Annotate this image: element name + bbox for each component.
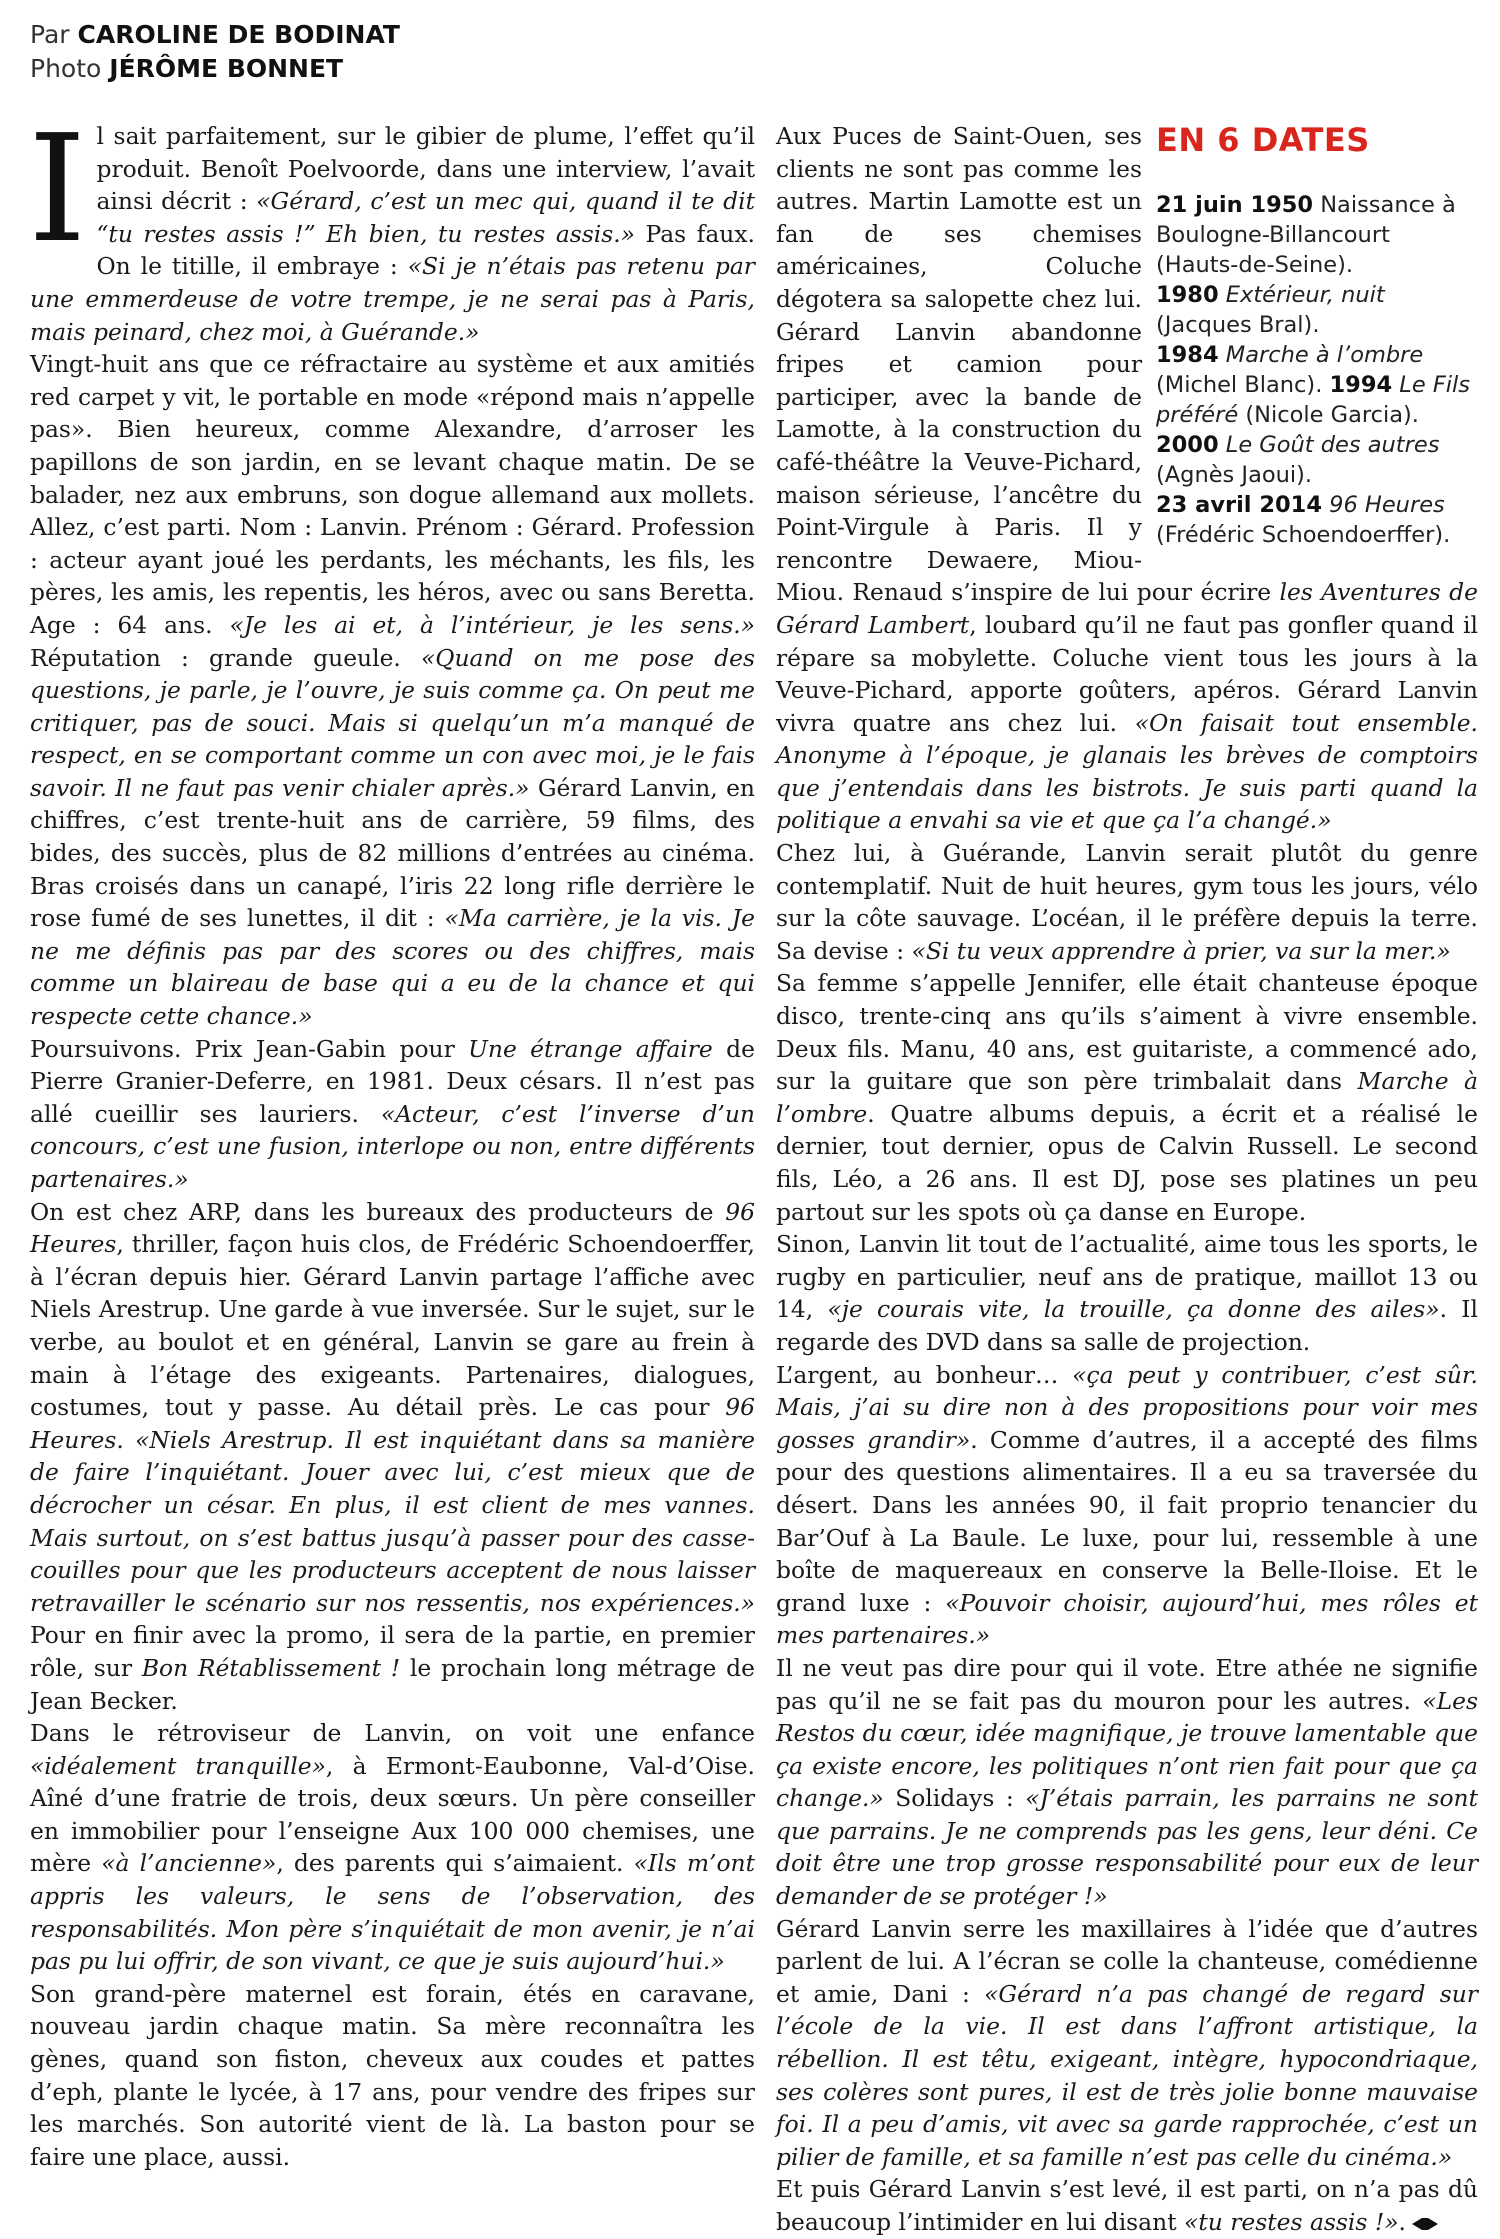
quote-text: les Aventures de Gérard Lambert [776,578,1478,639]
body-text: Pour en finir avec la promo, il sera de la partie, en premier rôle, sur [30,1621,755,1682]
quote-text: «Les Restos du cœur, idée magnifique, je trouve lamentable que ça existe encore, les politiques n’ont rien fait pour que ça change.» [776,1686,1478,1813]
date-entry [1156,280,1478,340]
body-text: . [1398,2208,1406,2236]
body-text: Aux Puces de Saint-Ouen, ses clients ne sont pas comme les autres. Martin Lamotte est un fan de ses chemises américaines, Coluche dégotera sa salopette chez lui. Gérard Lanvin abandonne fripes et camion pour participer, avec la bande de Lamotte, à la construction du café-théâtre la Veuve-Pichard, maison sérieuse, l’ancêtre du Point-Virgule à Paris. Il y rencontre Dewaere, Miou-Miou. Renaud s’inspire de lui pour écrire [776,122,1280,607]
date-label: 1984 [1156,342,1219,368]
body-text: . Il regarde des DVD dans sa salle de projection. [776,1295,1478,1356]
quote-text: «Acteur, c’est l’inverse d’un concours, c’est une fusion, interlope ou non, entre différents partenaires.» [30,1099,755,1193]
body-text: Solidays : [883,1784,1026,1813]
author-line [30,18,400,52]
body-text: Son grand-père maternel est forain, étés en caravane, nouveau jardin chaque matin. Sa mère reconnaîtra les gènes, quand son fiston, cheveux aux coudes et pattes d’eph, plante le lycée, à 17 ans, pour vendre des fripes sur les marchés. Son autorité vient de là. La baston pour se faire une place, aussi. [30,1979,755,2171]
body-text: le prochain long métrage de Jean Becker. [30,1653,755,1715]
by-label: Par [30,20,70,49]
body-text: (Michel Blanc). [1156,372,1330,398]
quote-text: 96 Heures [30,1393,755,1454]
author-name: CAROLINE DE BODINAT [77,20,400,49]
date-label: 21 juin 1950 [1156,192,1314,218]
quote-text: Bon Rétablissement ! [141,1653,401,1682]
paragraph [776,1913,1478,2174]
body-text [1219,282,1226,308]
body-text: (Frédéric Schoendoerffer). [1156,522,1451,548]
body-text: On est chez ARP, dans les bureaux des producteurs de [30,1197,726,1226]
quote-text: «J’étais parrain, les parrains ne sont que parrains. Je ne comprends pas les gens, leur déni. Ce doit être une trop grosse responsabilité pour eux de leur demander de se protéger !» [776,1784,1478,1911]
byline [30,18,400,86]
body-text: Poursuivons. Prix Jean-Gabin pour [30,1034,469,1063]
body-text: Gérard Lanvin serre les maxillaires à l’idée que d’autres parlent de lui. A l’écran se colle la chanteuse, comédienne et amie, Dani : [776,1914,1478,2008]
body-text: Gérard Lanvin, en chiffres, c’est trente-huit ans de carrière, 59 films, des bides, des succès, plus de 82 millions d’entrées au cinéma. Bras croisés dans un canapé, l’iris 22 long rifle derrière le rose fumé de ses lunettes, il dit : [30,773,755,933]
paragraph [776,1359,1478,1652]
quote-text: «je courais vite, la trouille, ça donne des ailes» [827,1295,1440,1324]
body-text: l sait parfaitement, sur le gibier de plume, l’effet qu’il produit. Benoît Poelvoorde, dans une interview, l’avait ainsi décrit : [96,122,755,216]
quote-text: «Niels Arestrup. Il est inquiétant dans sa manière de faire l’inquiétant. Jouer avec lui, c’est mieux que de décrocher un césar. En plus, il est client de mes vannes. Mais surtout, on s’est battus jusqu’à passer pour des casse-couilles pour que les producteurs acceptent de nous laisser retravailler le scénario sur nos ressentis, nos expériences.» [30,1425,755,1617]
body-text: , des parents qui s’aimaient. [276,1849,634,1878]
quote-text: «Si tu veux apprendre à prier, va sur la mer.» [911,936,1451,965]
body-text: Chez lui, à Guérande, Lanvin serait plutôt du genre contemplatif. Nuit de huit heures, gym tous les jours, vélo sur la côte sauvage. L’océan, il le préfère depuis la terre. Sa devise : [776,839,1478,965]
body-text: (Jacques Bral). [1156,312,1320,338]
paragraph [776,1652,1478,1913]
photographer-name: JÉRÔME BONNET [109,54,344,83]
date-label: 23 avril 2014 [1156,492,1322,518]
quote-text: «tu restes assis !» [1184,2208,1399,2236]
quote-text: Marche à l’ombre [1225,342,1424,368]
quote-text: «Ma carrière, je la vis. Je ne me définis pas par des scores ou des chiffres, mais comme un blaireau de base qui a eu de la chance et qui respecte cette chance.» [30,904,756,1031]
body-text: L’argent, au bonheur… [776,1360,1073,1389]
dates-sidebar [1156,120,1478,550]
body-text: . Comme d’autres, il a accepté des films pour des questions alimentaires. Il a eu sa traversée du désert. Dans les années 90, il fait proprio tenancier du Bar’Ouf à La Baule. Le luxe, pour lui, ressemble à une boîte de maquereaux en conserve la Belle-Iloise. Et le grand luxe : [776,1425,1478,1617]
quote-text: «Je les ai et, à l’intérieur, je les sens.» [229,610,755,639]
sidebar-dates [1156,190,1478,550]
body-text: Et puis Gérard Lanvin s’est levé, il est parti, on n’a pas dû beaucoup l’intimider en lui disant [776,2175,1478,2236]
body-text: Réputation : grande gueule. [30,643,421,672]
quote-text: Le Goût des autres [1225,432,1440,458]
body-text: Pas faux. On le titille, il embraye : [96,219,755,281]
body-text [1219,432,1226,458]
quote-text: «On faisait tout ensemble. Anonyme à l’époque, je glanais les brèves de comptoirs que j’entendais dans les bistrots. Je suis parti quand la politique a envahi sa vie et que ça l’a changé.» [776,708,1478,835]
article-column-left [28,103,756,2173]
paragraph [30,348,755,1032]
paragraph [28,103,755,348]
quote-text: «Si je n’étais pas retenu par une emmerdeuse de votre trempe, je ne serai pas à Paris, mais peinard, chez moi, à Guérande.» [30,252,755,346]
quote-text: 96 Heures [30,1197,755,1259]
paragraph [30,1978,755,2174]
quote-text: 96 Heures [1329,492,1445,518]
paragraph [776,967,1478,1228]
body-text: Naissance à Boulogne-Billancourt (Hauts-de-Seine). [1156,192,1456,278]
quote-text: Une étrange affaire [468,1034,713,1063]
date-entry [1156,490,1478,550]
body-text: Sa femme s’appelle Jennifer, elle était chanteuse époque disco, trente-cinq ans qu’ils s’aiment à vivre ensemble. Deux fils. Manu, 40 ans, est guitariste, a commencé ado, sur la guitare que son père trimbalait dans [776,969,1478,1096]
body-text [1219,342,1226,368]
quote-text: «Ils m’ont appris les valeurs, le sens de l’observation, des responsabilités. Mon père s’inquiétait de mon avenir, je n’ai pas pu lui offrir, de son vivant, ce que je suis aujourd’hui.» [30,1849,756,1976]
date-label: 1994 [1329,372,1393,398]
paragraph [30,1196,755,1718]
quote-text: «à l’ancienne» [101,1849,277,1878]
body-text: . Quatre albums depuis, a écrit et a réalisé le dernier, tout dernier, opus de Calvin Russell. Le second fils, Léo, a 26 ans. Il est DJ, pose ses platines un peu partout sur les spots où ça danse en Europe. [776,1099,1478,1226]
body-text: . [116,1425,136,1454]
left-paragraphs [28,103,756,2173]
date-label: 1980 [1156,282,1219,308]
body-text: Dans le rétroviseur de Lanvin, on voit une enfance [30,1719,755,1748]
quote-text: «Quand on me pose des questions, je parle, je l’ouvre, je suis comme ça. On peut me critiquer, pas de souci. Mais si quelqu’un m’a manqué de respect, en se comportant comme un con avec moi, je le fais savoir. Il ne faut pas venir chialer après.» [30,643,755,802]
date-entry [1156,190,1478,280]
photo-label: Photo [30,54,102,83]
body-text: , loubard qu’il ne faut pas gonfler quand il répare sa mobylette. Coluche vient tous les jours à la Veuve-Pichard, apporte goûters, apéros. Gérard Lanvin vivra quatre ans chez lui. [776,610,1478,737]
body-text: de Pierre Granier-Deferre, en 1981. Deux césars. Il n’est pas allé cueillir ses lauriers. [30,1034,755,1128]
quote-text: Marche à l’ombre [776,1067,1478,1128]
quote-text: «idéalement tranquille» [30,1751,326,1780]
quote-text: «Gérard, c’est un mec qui, quand il te dit “tu restes assis !” Eh bien, tu restes assis.» [96,187,755,248]
quote-text: «Gérard n’a pas changé de regard sur l’école de la vie. Il est dans l’affront artistique, la rébellion. Il est têtu, exigeant, intègre, hypocondriaque, ses colères sont pures, il est de très jolie bonne mauvaise foi. Il a peu d’amis, vit avec sa garde rapprochée, c’est un pilier de famille, et sa famille n’est pas celle du cinéma.» [776,1979,1478,2171]
body-text: Vingt-huit ans que ce réfractaire au système et aux amitiés red carpet y vit, le portable en mode «répond mais n’appelle pas». Bien heureux, comme Alexandre, d’arroser les papillons de son jardin, en se levant chaque matin. De se balader, nez aux embruns, son dogue allemand aux mollets. Allez, c’est parti. Nom : Lanvin. Prénom : Gérard. Profession : acteur ayant joué les perdants, les méchants, les fils, les pères, les amis, les repentis, les héros, avec ou sans Beretta. Age : 64 ans. [30,350,755,639]
quote-text: Le Fils préféré [1156,372,1470,428]
drop-cap: I [28,103,87,275]
date-entry [1156,430,1478,490]
diamond-end-icon [1412,2218,1438,2230]
body-text: Il ne veut pas dire pour qui il vote. Etre athée ne signifie pas qu’il ne se fait pas du mouron pour les autres. [776,1653,1478,1715]
body-text: (Nicole Garcia). [1238,402,1419,428]
article-column-right [776,120,1478,2239]
quote-text: Extérieur, nuit [1225,282,1385,308]
photo-line [30,52,400,86]
date-label: 2000 [1156,432,1219,458]
quote-text: «Pouvoir choisir, aujourd’hui, mes rôles et mes partenaires.» [776,1588,1478,1650]
quote-text: «ça peut y contribuer, c’est sûr. Mais, j’ai su dire non à des propositions pour voir mes gosses grandir» [776,1360,1478,1454]
body-text: , thriller, façon huis clos, de Frédéric Schoendoerffer, à l’écran depuis hier. Gérard Lanvin partage l’affiche avec Niels Arestrup. Une garde à vue inversée. Sur le sujet, sur le verbe, au boulot et en général, Lanvin se gare au frein à main à l’étage des exigeants. Partenaires, dialogues, costumes, tout y passe. Au détail près. Le cas pour [30,1230,755,1422]
sidebar-title: EN 6 DATES [1156,121,1370,159]
paragraph [776,837,1478,967]
paragraph [30,1717,755,1978]
body-text: (Agnès Jaoui). [1156,462,1313,488]
paragraph [30,1033,755,1196]
body-text: Sinon, Lanvin lit tout de l’actualité, aime tous les sports, le rugby en particulier, neuf ans de pratique, maillot 13 ou 14, [776,1230,1478,1324]
paragraph [776,2173,1478,2238]
body-text: , à Ermont-Eaubonne, Val-d’Oise. Aîné d’une fratrie de trois, deux sœurs. Un père conseiller en immobilier pour l’enseigne Aux 100 000 chemises, une mère [30,1751,755,1878]
date-entry [1156,340,1478,430]
paragraph [776,1228,1478,1358]
